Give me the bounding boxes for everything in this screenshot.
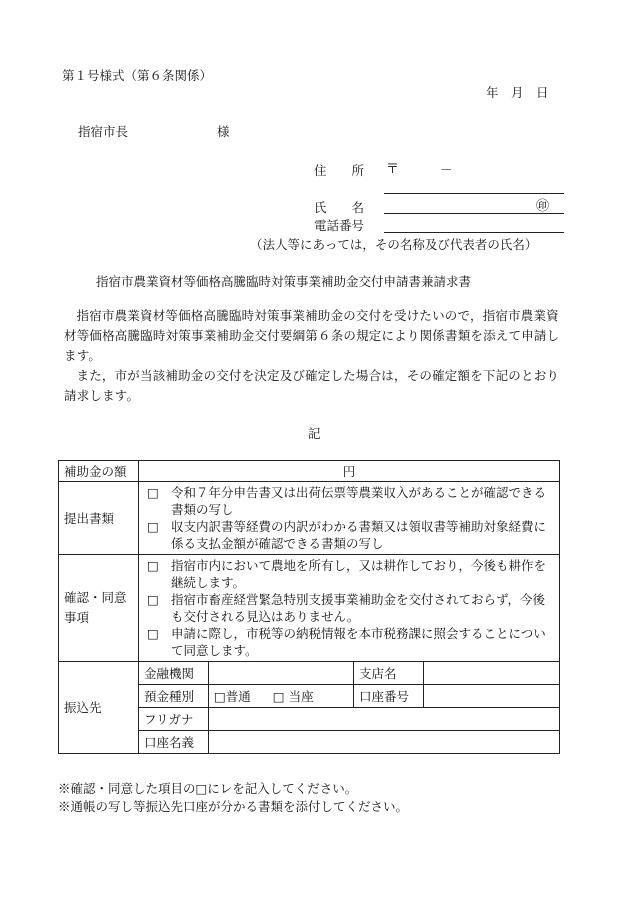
type-checking-checkbox[interactable]: □ 当座 xyxy=(272,688,314,704)
note-2: ※通帳の写し等振込先口座が分かる書類を添付してください。 xyxy=(58,799,409,814)
checkbox-icon[interactable]: □ xyxy=(147,558,159,573)
account-name-label: 口座名義 xyxy=(139,731,209,754)
confirm-item-text: 指宿市畜産経営緊急特別支援事業補助金を交付されておらず，今後も交付される見込はありません。 xyxy=(171,592,546,624)
confirm-item-text: 申請に際し，市税等の納税情報を本市税務課に照会することについて同意します。 xyxy=(171,626,546,658)
body-paragraph-1: 指宿市農業資材等価格高騰臨時対策事業補助金の交付を受けたいので，指宿市農業資材等価格高騰臨時対策事業補助金交付要綱第６条の規定により関係書類を添えて申請します。 xyxy=(64,308,560,363)
furigana-field[interactable] xyxy=(209,708,560,731)
type-label: 預金種別 xyxy=(139,685,209,708)
date-line: 年 月 日 xyxy=(486,85,549,100)
transfer-label: 振込先 xyxy=(59,662,139,754)
name-label: 氏 名 xyxy=(314,200,365,215)
confirm-cell xyxy=(139,555,560,662)
form-number: 第１号様式（第６条関係） xyxy=(62,68,213,83)
confirm-item-3[interactable] xyxy=(145,625,553,659)
branch-field[interactable] xyxy=(424,662,560,685)
amount-unit: 円 xyxy=(342,463,356,479)
checkbox-icon[interactable]: □ xyxy=(147,592,159,607)
phone-underline xyxy=(384,232,564,233)
application-table xyxy=(58,460,560,754)
checkbox-icon[interactable]: □ xyxy=(147,485,159,500)
confirm-item-text: 指宿市内において農地を所有し，又は耕作しており，今後も耕作を継続します。 xyxy=(171,558,547,590)
docs-label: 提出書類 xyxy=(59,482,139,555)
honorific: 様 xyxy=(217,124,230,139)
branch-label: 支店名 xyxy=(354,662,424,685)
bank-field[interactable] xyxy=(209,662,354,685)
amount-field[interactable] xyxy=(139,461,560,482)
account-name-field[interactable] xyxy=(209,731,560,754)
corp-note: （法人等にあっては，その名称及び代表者の氏名） xyxy=(250,237,538,252)
type-ordinary-checkbox[interactable]: □普通 xyxy=(214,688,251,704)
confirm-label: 確認・同意事項 xyxy=(59,555,139,662)
amount-label: 補助金の額 xyxy=(59,461,139,482)
docs-cell xyxy=(139,482,560,555)
name-underline xyxy=(384,213,564,214)
checkbox-icon[interactable]: □ xyxy=(147,626,159,641)
account-number-field[interactable] xyxy=(424,685,560,708)
type-field xyxy=(209,685,354,708)
doc-item-2[interactable] xyxy=(145,518,553,552)
phone-label: 電話番号 xyxy=(314,218,365,233)
doc-item-text: 令和７年分申告書又は出荷伝票等農業収入があることが確認できる書類の写し xyxy=(171,485,547,517)
address-underline xyxy=(384,193,564,194)
confirm-item-1[interactable] xyxy=(145,557,553,591)
account-number-label: 口座番号 xyxy=(354,685,424,708)
postal-dash: － xyxy=(440,162,453,177)
seal-mark: ㊞ xyxy=(536,199,550,214)
bank-label: 金融機関 xyxy=(139,662,209,685)
address-label: 住 所 xyxy=(314,163,365,178)
document-title: 指宿市農業資材等価格高騰臨時対策事業補助金交付申請書兼請求書 xyxy=(96,274,472,289)
note-1: ※確認・同意した項目の□にレを記入してください。 xyxy=(58,781,358,796)
doc-item-1[interactable] xyxy=(145,484,553,518)
doc-item-text: 収支内訳書等経費の内訳がわかる書類又は領収書等補助対象経費に係る支払金額が確認できる書類の写し xyxy=(171,519,547,551)
addressee: 指宿市長 xyxy=(78,124,129,139)
checkbox-icon[interactable]: □ xyxy=(147,519,159,534)
furigana-label: フリガナ xyxy=(139,708,209,731)
postal-mark: 〒 xyxy=(386,162,400,177)
ki-label: 記 xyxy=(308,426,321,441)
body-paragraph-2: また，市が当該補助金の交付を決定及び確定した場合は，その確定額を下記のとおり請求します。 xyxy=(64,368,560,403)
confirm-item-2[interactable] xyxy=(145,591,553,625)
